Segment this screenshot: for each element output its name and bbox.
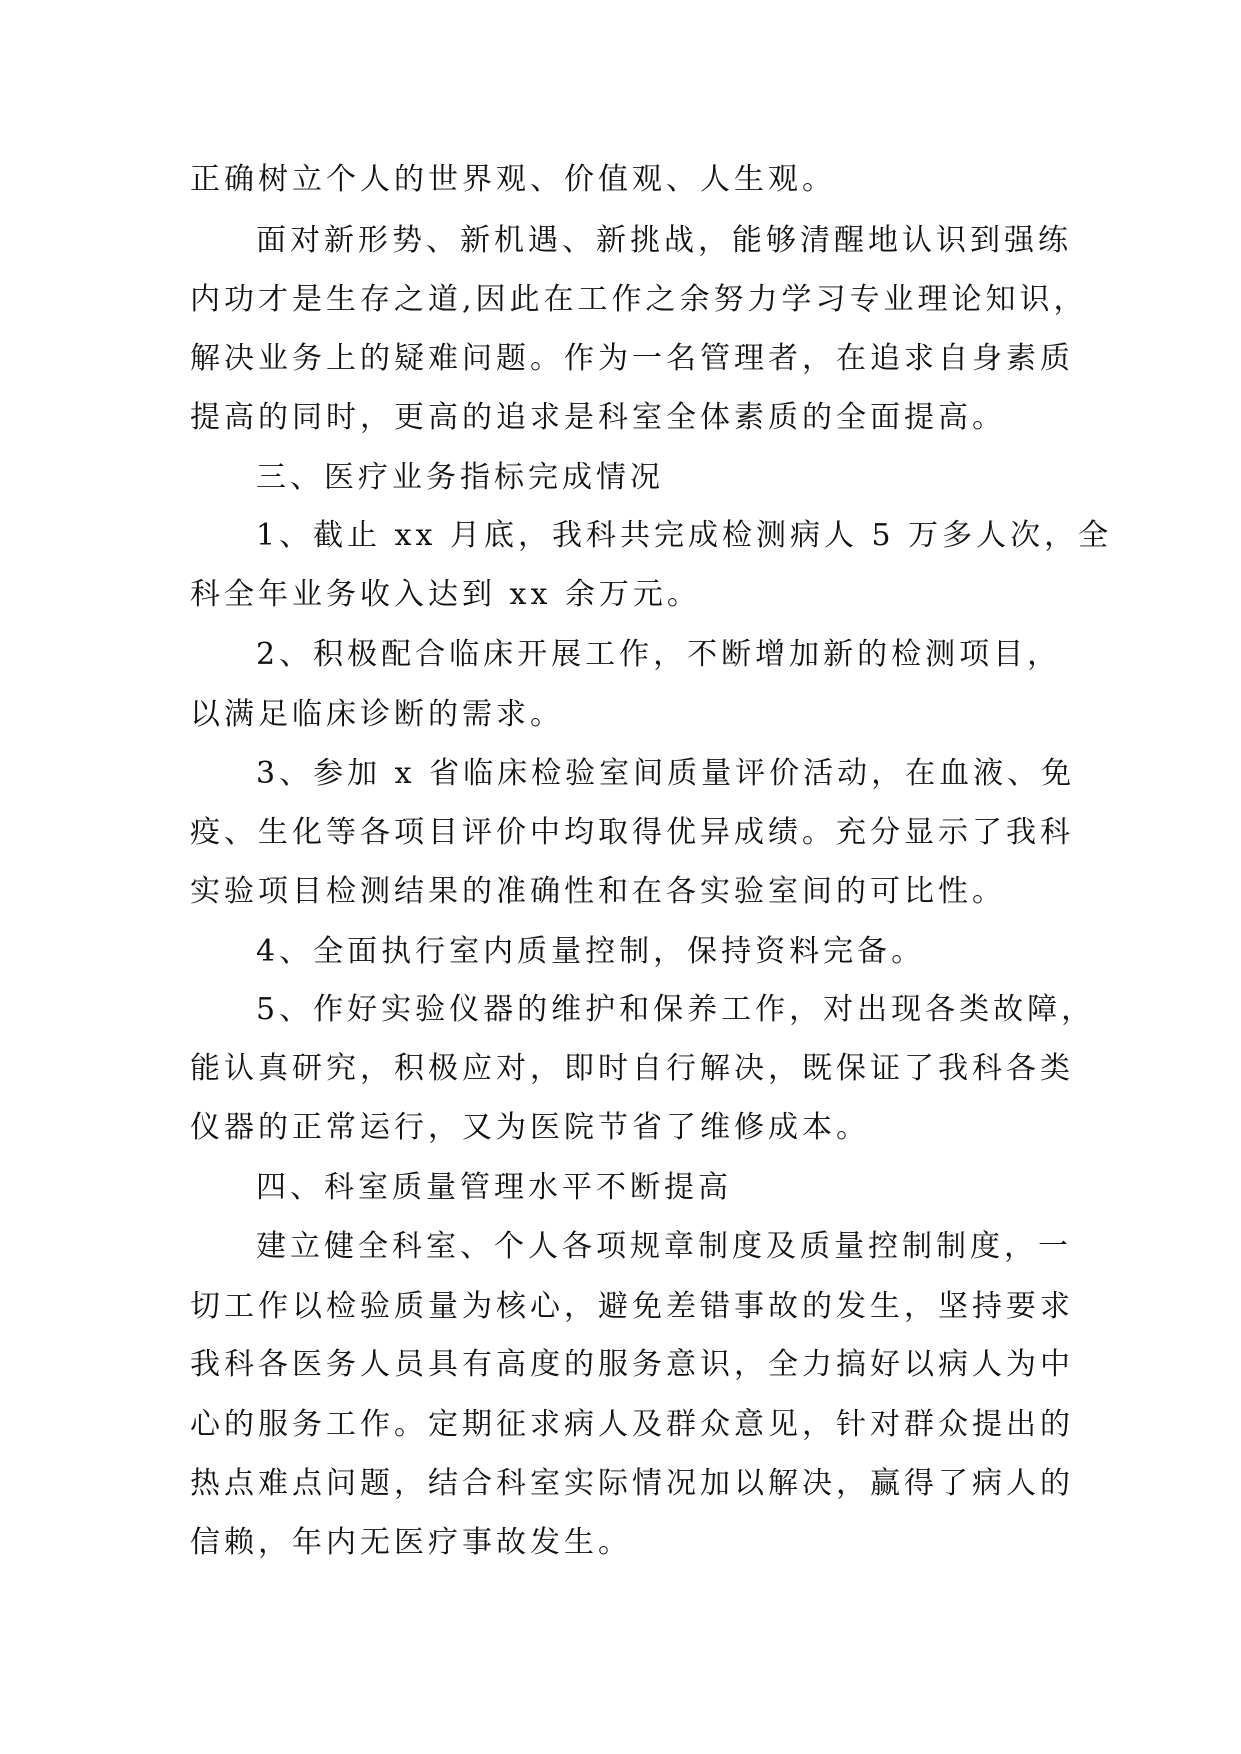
text-line: 面对新形势、新机遇、新挑战，能够清醒地认识到强练 [256,223,1072,258]
text-line: 切工作以检验质量为核心，避免差错事故的发生，坚持要求 [190,1289,1074,1324]
text-line: 科全年业务收入达到 xx 余万元。 [190,577,701,612]
text-line: 能认真研究，积极应对，即时自行解决，既保证了我科各类 [190,1051,1074,1086]
text-line: 实验项目检测结果的准确性和在各实验室间的可比性。 [190,874,1006,909]
text-line: 2、积极配合临床开展工作，不断增加新的检测项目， [256,637,1062,672]
text-line: 以满足临床诊断的需求。 [190,697,564,732]
text-line: 建立健全科室、个人各项规章制度及质量控制制度，一 [256,1229,1072,1264]
text-line: 正确树立个人的世界观、价值观、人生观。 [190,162,836,197]
text-line: 心的服务工作。定期征求病人及群众意见，针对群众提出的 [190,1407,1074,1442]
section-heading: 三、医疗业务指标完成情况 [256,460,664,495]
text-line: 疫、生化等各项目评价中均取得优异成绩。充分显示了我科 [190,815,1074,850]
text-line: 热点难点问题，结合科室实际情况加以解决，赢得了病人的 [190,1466,1074,1501]
text-line: 5、作好实验仪器的维护和保养工作，对出现各类故障， [256,992,1096,1027]
text-line: 内功才是生存之道,因此在工作之余努力学习专业理论知识， [190,282,1088,317]
text-line: 仪器的正常运行，又为医院节省了维修成本。 [190,1110,870,1145]
text-line: 解决业务上的疑难问题。作为一名管理者，在追求自身素质 [190,341,1074,376]
text-line: 我科各医务人员具有高度的服务意识，全力搞好以病人为中 [190,1347,1074,1382]
text-line: 提高的同时，更高的追求是科室全体素质的全面提高。 [190,400,1006,435]
text-line: 信赖，年内无医疗事故发生。 [190,1525,632,1560]
text-line: 4、全面执行室内质量控制，保持资料完备。 [256,934,926,969]
section-heading: 四、科室质量管理水平不断提高 [256,1170,732,1205]
text-line: 3、参加 x 省临床检验室间质量评价活动，在血液、免 [256,756,1076,791]
text-line: 1、截止 xx 月底，我科共完成检测病人 5 万多人次，全 [256,518,1113,553]
